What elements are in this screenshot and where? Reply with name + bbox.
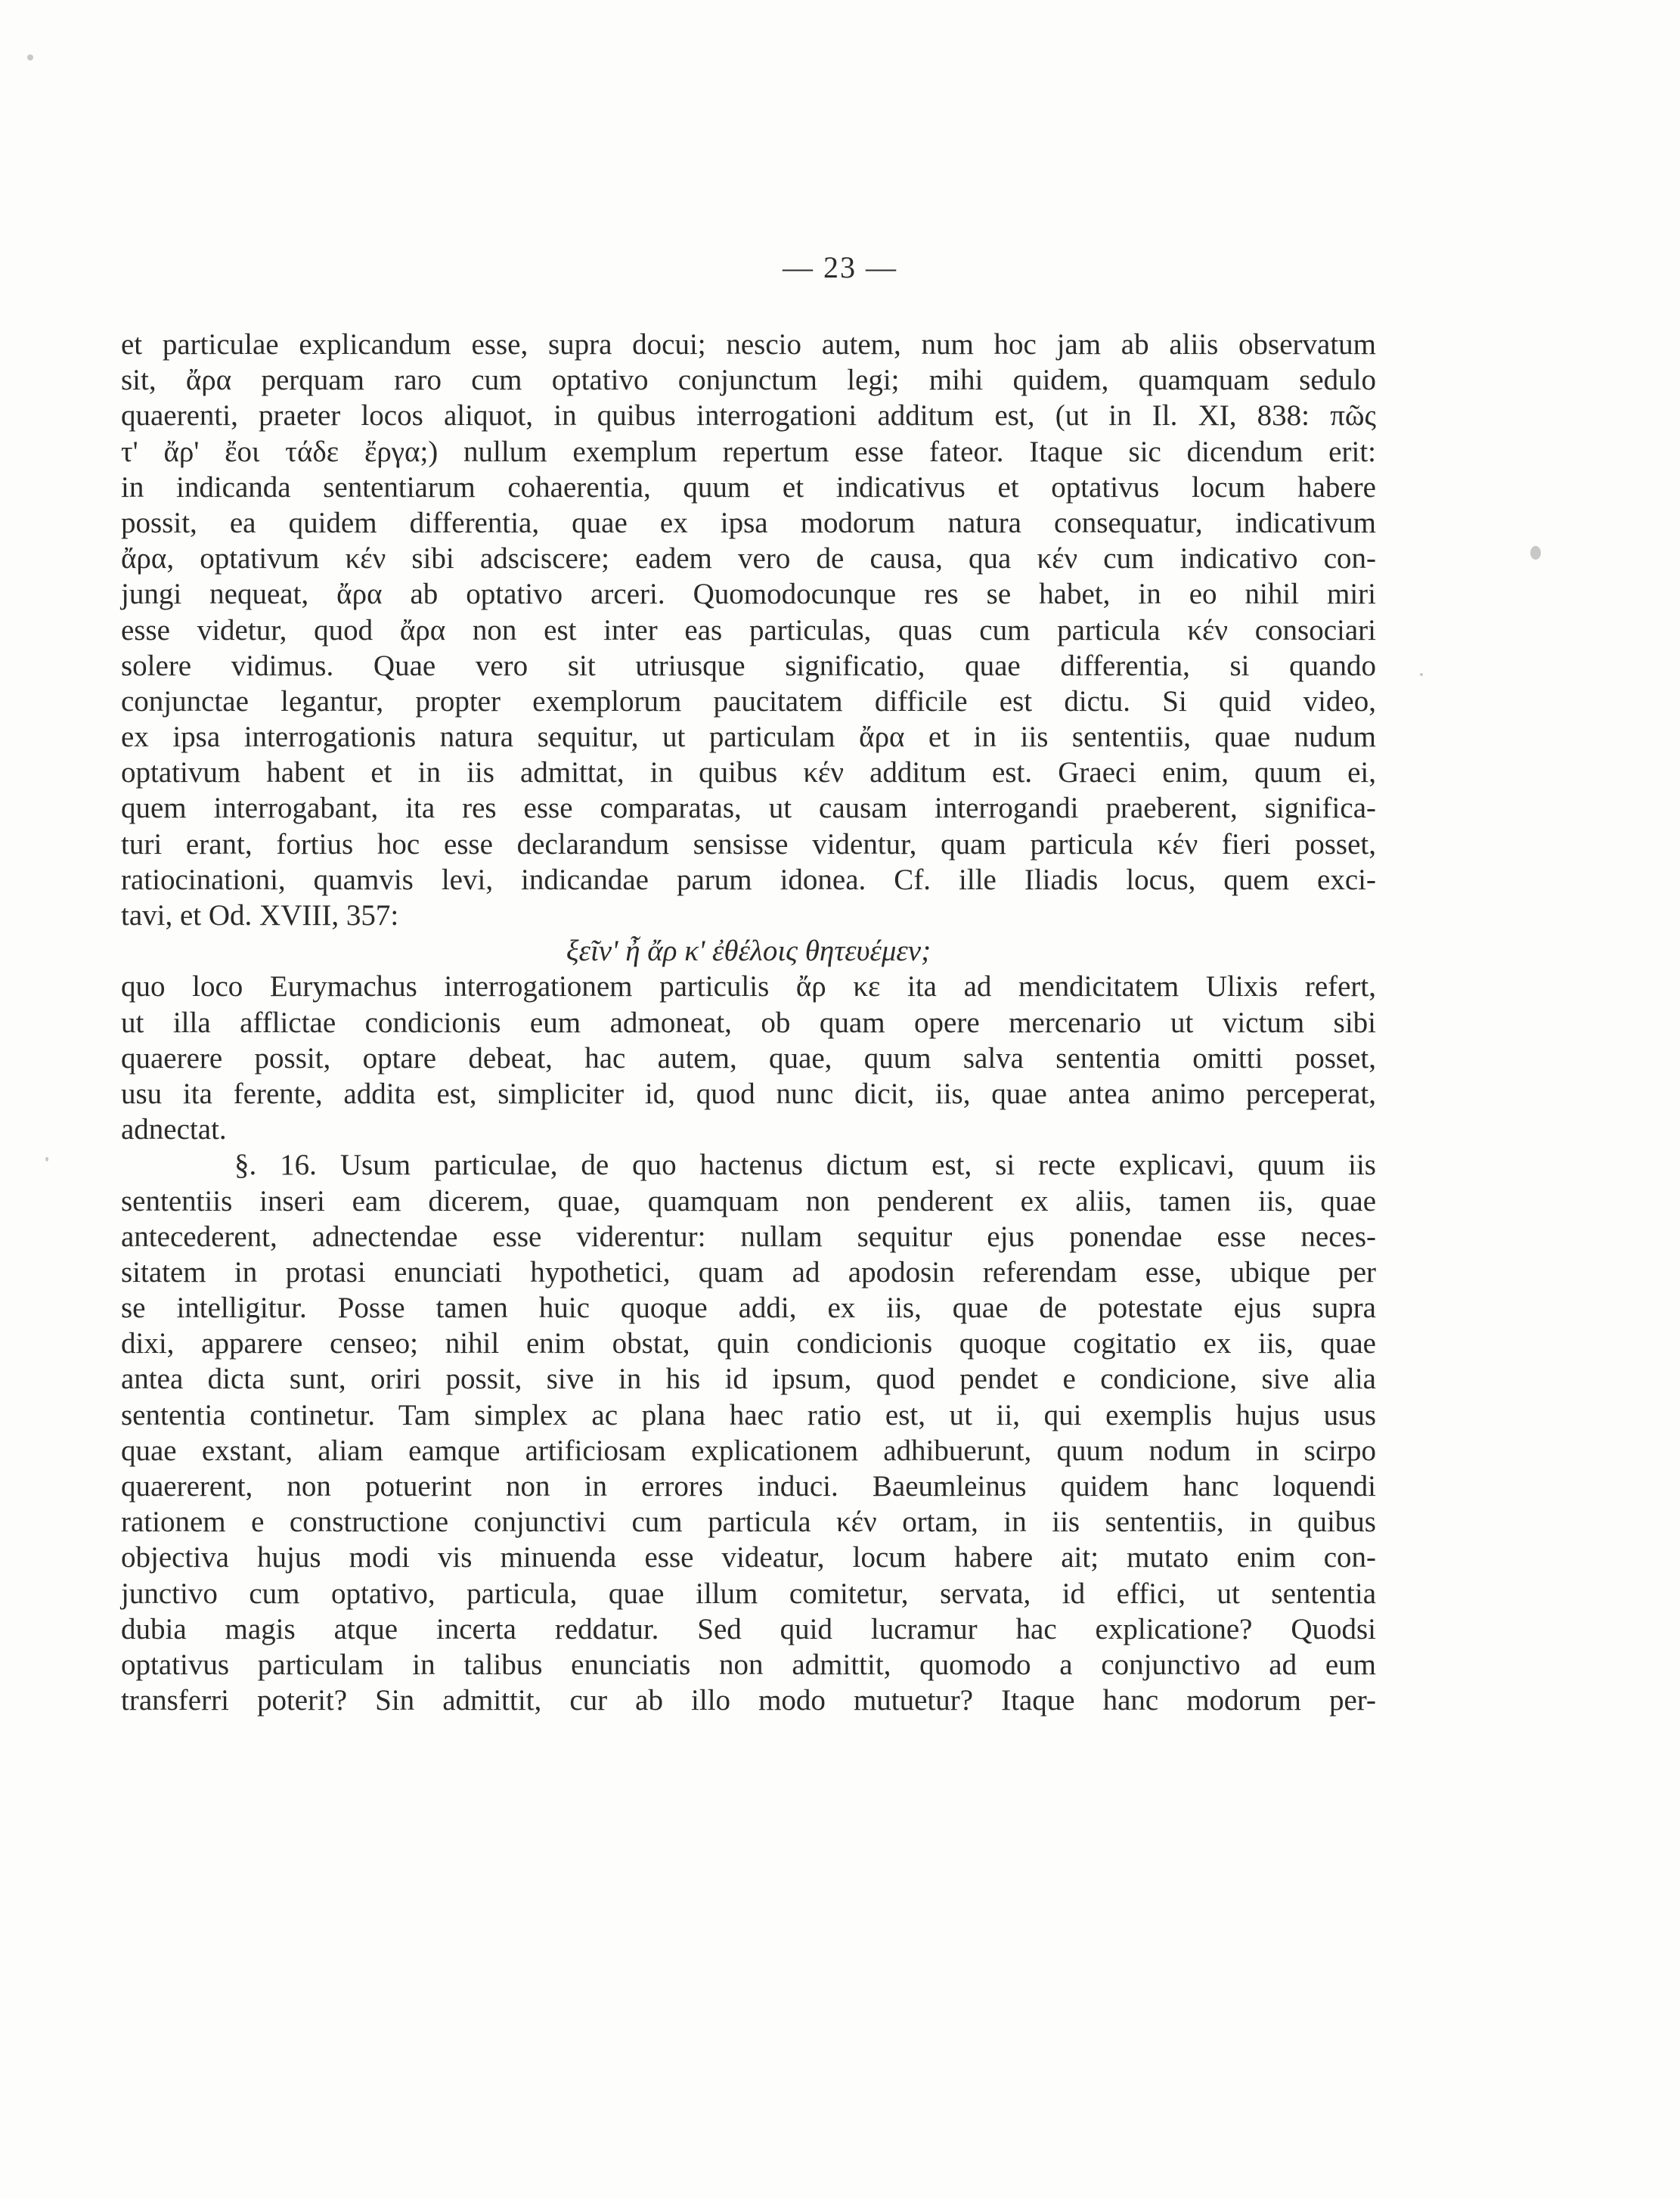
paper-speck: [27, 54, 33, 60]
paper-speck: [1530, 546, 1541, 560]
text-line: optativus particulam in talibus enunciatis non admittit, quomodo a conjunctivo ad eum: [121, 1648, 1376, 1681]
text-line: rationem e constructione conjunctivi cum particula κέν ortam, in iis sententiis, in quibus: [121, 1506, 1376, 1539]
text-line: transferri poterit? Sin admittit, cur ab illo modo mutuetur? Itaque hanc modorum per-: [121, 1684, 1376, 1717]
text-line: adnectat.: [121, 1113, 227, 1146]
text-line: solere vidimus. Quae vero sit utriusque significatio, quae differentia, si quando: [121, 649, 1376, 682]
text-line: conjunctae legantur, propter exemplorum paucitatem difficile est dictu. Si quid video,: [121, 684, 1376, 718]
text-line: turi erant, fortius hoc esse declarandum sensisse videntur, quam particula κέν fieri posset,: [121, 827, 1376, 861]
text-line: jungi nequeat, ἄρα ab optativo arceri. Quomodocunque res se habet, in eo nihil miri: [121, 578, 1376, 611]
text-line: in indicanda sententiarum cohaerentia, quum et indicativus et optativus locum habere: [121, 470, 1376, 504]
text-line: quo loco Eurymachus interrogationem particulis ἄρ κε ita ad mendicitatem Ulixis refert,: [121, 970, 1376, 1003]
text-line: [121, 1718, 1376, 1754]
text-line: dubia magis atque incerta reddatur. Sed quid lucramur hac explicatione? Quodsi: [121, 1612, 1376, 1645]
body-text: [121, 327, 1376, 1754]
page-number: — 23 —: [783, 250, 897, 284]
text-line: ut illa afflictae condicionis eum admoneat, ob quam opere mercenario ut victum sibi: [121, 1006, 1376, 1039]
text-line: optativum habent et in iis admittat, in quibus κέν additum est. Graeci enim, quum ei,: [121, 756, 1376, 789]
text-line: quaerenti, praeter locos aliquot, in quibus interrogationi additum est, (ut in Il. XI, 838: πῶς: [121, 399, 1376, 433]
text-line: tavi, et Od. XVIII, 357:: [121, 899, 399, 932]
text-line: ex ipsa interrogationis natura sequitur, ut particulam ἄρα et in iis sententiis, quae nudum: [121, 721, 1376, 754]
text-line: sitatem in protasi enunciati hypothetici, quam ad apodosin referendam esse, ubique per: [121, 1255, 1376, 1289]
text-line: objectiva hujus modi vis minuenda esse videatur, locum habere ait; mutato enim con-: [121, 1541, 1376, 1574]
greek-quotation: ξεῖν' ἦ ἄρ κ' ἐθέλοις θητευέμεν;: [566, 935, 931, 968]
section-16-start: §. 16. Usum particulae, de quo hactenus dictum est, si recte explicavi, quum iis: [234, 1149, 1376, 1182]
text-line: junctivo cum optativo, particula, quae illum comitetur, servata, id effici, ut sententia: [121, 1577, 1376, 1610]
text-line: et particulae explicandum esse, supra docui; nescio autem, num hoc jam ab aliis observatum: [121, 328, 1376, 361]
text-line: usu ita ferente, addita est, simpliciter id, quod nunc dicit, iis, quae antea animo perceperat,: [121, 1077, 1376, 1110]
text-line: sententia continetur. Tam simplex ac plana haec ratio est, ut ii, qui exemplis hujus usus: [121, 1398, 1376, 1431]
paper-speck: [45, 1157, 48, 1162]
text-line: quae exstant, aliam eamque artificiosam explicationem adhibuerunt, quum nodum in scirpo: [121, 1434, 1376, 1467]
text-line: quaerere possit, optare debeat, hac autem, quae, quum salva sententia omitti posset,: [121, 1041, 1376, 1075]
paper-speck: [1420, 673, 1423, 676]
text-line: se intelligitur. Posse tamen huic quoque addi, ex iis, quae de potestate ejus supra: [121, 1292, 1376, 1325]
text-line: quem interrogabant, ita res esse comparatas, ut causam interrogandi praeberent, significa-: [121, 792, 1376, 825]
text-line: quaererent, non potuerint non in errores induci. Baeumleinus quidem hanc loquendi: [121, 1470, 1376, 1503]
text-line: possit, ea quidem differentia, quae ex ipsa modorum natura consequatur, indicativum: [121, 506, 1376, 539]
text-line: ἄρα, optativum κέν sibi adsciscere; eadem vero de causa, qua κέν cum indicativo con-: [121, 542, 1376, 575]
text-line: τ' ἄρ' ἔοι τάδε ἔργα;) nullum exemplum repertum esse fateor. Itaque sic dicendum erit:: [121, 435, 1376, 468]
text-line: antea dicta sunt, oriri possit, sive in his id ipsum, quod pendet e condicione, sive alia: [121, 1363, 1376, 1396]
text-line: antecederent, adnectendae esse viderentur: nullam sequitur ejus ponendae esse neces-: [121, 1220, 1376, 1253]
text-line: dixi, apparere censeo; nihil enim obstat, quin condicionis quoque cogitatio ex iis, quae: [121, 1327, 1376, 1360]
text-line: ratiocinationi, quamvis levi, indicandae parum idonea. Cf. ille Iliadis locus, quem exci-: [121, 863, 1376, 896]
text-line: esse videtur, quod ἄρα non est inter eas particulas, quas cum particula κέν consociari: [121, 613, 1376, 647]
text-line: sit, ἄρα perquam raro cum optativo conjunctum legi; mihi quidem, quamquam sedulo: [121, 364, 1376, 397]
text-line: sententiis inseri eam dicerem, quae, quamquam non penderent ex aliis, tamen iis, quae: [121, 1184, 1376, 1217]
